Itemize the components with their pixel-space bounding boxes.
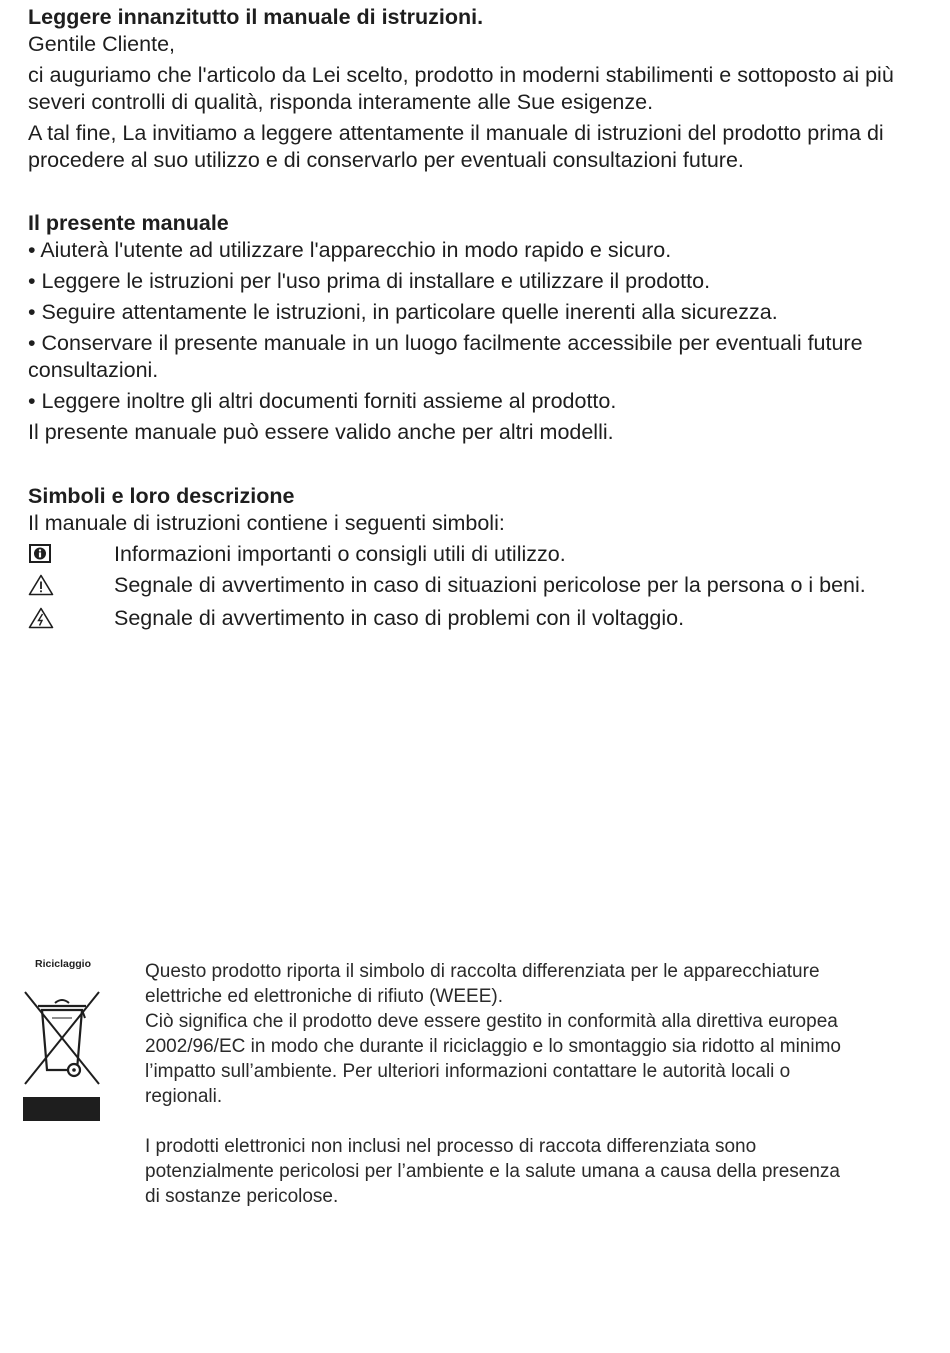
info-icon [28, 543, 52, 565]
manual-title: Il presente manuale [28, 211, 229, 235]
manual-note: Il presente manuale può essere valido anche per altri modelli. [28, 420, 614, 444]
intro-paragraph-2: A tal fine, La invitiamo a leggere attentamente il manuale di istruzioni del prodotto prima di procedere al suo utilizzo e di conservarlo per eventuali consultazioni future. [28, 121, 884, 172]
symbol-description: Segnale di avvertimento in caso di situazioni pericolose per la persona o i beni. [114, 573, 866, 597]
manual-bullet-item: • Leggere le istruzioni per l'uso prima di installare e utilizzare il prodotto. [28, 269, 711, 293]
intro-section [28, 4, 908, 174]
symbol-description: Informazioni importanti o consigli utili di utilizzo. [114, 542, 566, 566]
symbol-row-warning [28, 572, 908, 599]
intro-paragraph-1: ci auguriamo che l'articolo da Lei scelto, prodotto in moderni stabilimenti e sottoposto ai più severi controlli di qualità, risponda interamente alle Sue esigenze. [28, 63, 894, 114]
manual-bullet-list [28, 237, 908, 415]
recycling-paragraph-2: Ciò significa che il prodotto deve essere gestito in conformità alla direttiva europea 2002/96/EC in modo che durante il riciclaggio e lo smontaggio sia ridotto al minimo l’impatto sull’ambiente. Per ulteriori informazioni contattare le autorità locali o regionali. [145, 1011, 841, 1107]
symbol-row-electric-warning [28, 605, 908, 632]
recycling-text [145, 959, 845, 1209]
symbols-intro: Il manuale di istruzioni contiene i seguenti simboli: [28, 511, 505, 535]
manual-bullet-item: • Leggere inoltre gli altri documenti forniti assieme al prodotto. [28, 389, 617, 413]
recycling-label: Riciclaggio [35, 958, 92, 970]
recycling-paragraph-1: Questo prodotto riporta il simbolo di raccolta differenziata per le apparecchiature elettriche ed elettroniche di rifiuto (WEEE). [145, 961, 820, 1007]
weee-crossed-bin-icon [22, 988, 102, 1124]
symbol-description: Segnale di avvertimento in caso di problemi con il voltaggio. [114, 606, 685, 630]
warning-icon [28, 574, 54, 596]
symbol-row-info [28, 541, 908, 568]
greeting: Gentile Cliente, [28, 32, 175, 56]
electric-warning-icon [28, 607, 54, 629]
manual-bullet-item: • Aiuterà l'utente ad utilizzare l'apparecchio in modo rapido e sicuro. [28, 238, 672, 262]
manual-bullet-item: • Seguire attentamente le istruzioni, in particolare quelle inerenti alla sicurezza. [28, 300, 778, 324]
symbols-title: Simboli e loro descrizione [28, 484, 295, 508]
symbols-section [28, 483, 908, 632]
manual-bullet-item: • Conservare il presente manuale in un luogo facilmente accessibile per eventuali future consultazioni. [28, 331, 863, 382]
recycling-paragraph-3: I prodotti elettronici non inclusi nel processo di raccota differenziata sono potenzialmente pericolosi per l’ambiente e la salute umana a causa della presenza di sostanze pericolose. [145, 1136, 840, 1207]
intro-title: Leggere innanzitutto il manuale di istruzioni. [28, 5, 484, 29]
manual-section [28, 210, 908, 446]
